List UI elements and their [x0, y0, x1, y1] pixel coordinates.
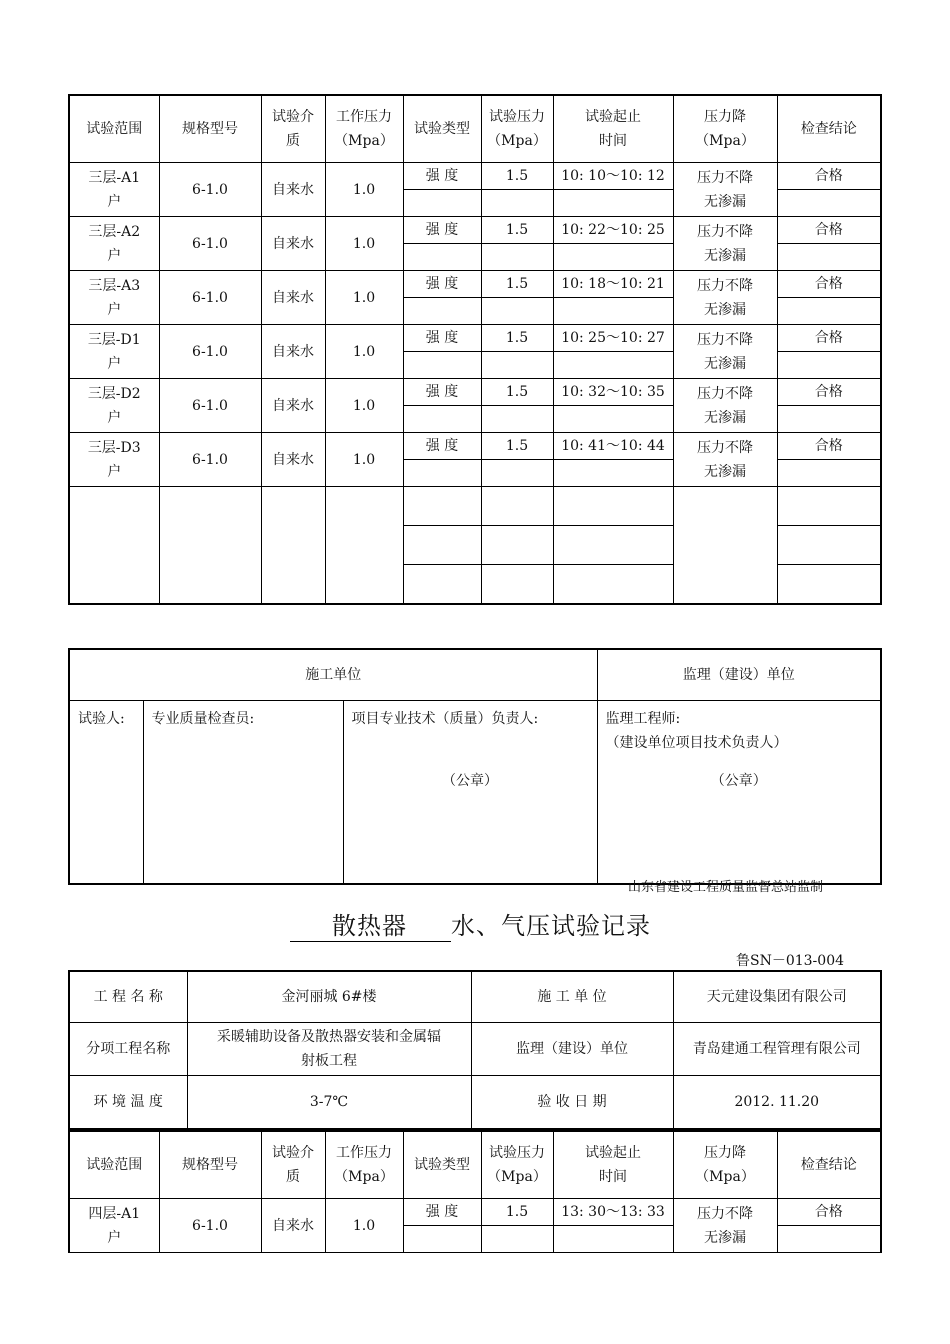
title-fill: 散热器 — [290, 906, 451, 942]
supervisor-value: 青岛建通工程管理有限公司 — [673, 1023, 881, 1076]
table-row — [69, 433, 881, 460]
header-conclusion: 检查结论 — [777, 95, 881, 163]
cell-conclusion: 合格 — [777, 217, 881, 244]
cell-conclusion: 合格 — [777, 433, 881, 460]
pressure-test-table — [68, 94, 882, 605]
cell-work-pressure: 1.0 — [325, 1199, 403, 1253]
cell-time: 10: 25～10: 27 — [553, 325, 673, 352]
header-medium: 试验介 质 — [261, 1131, 325, 1199]
cell-test-type: 强 度 — [403, 163, 481, 190]
cell-range: 三层-A1 户 — [69, 163, 159, 217]
header-pressure-drop: 压力降 （Mpa） — [673, 95, 777, 163]
cell-test-pressure: 1.5 — [481, 163, 553, 190]
cell-test-pressure: 1.5 — [481, 1199, 553, 1226]
title-rest: 水、气压试验记录 — [451, 912, 651, 940]
cell-test-type: 强 度 — [403, 379, 481, 406]
cell-test-pressure: 1.5 — [481, 217, 553, 244]
header-range: 试验范围 — [69, 1131, 159, 1199]
cell-test-type: 强 度 — [403, 271, 481, 298]
project-name-value: 金河丽城 6#楼 — [187, 971, 471, 1023]
cell-test-type: 强 度 — [403, 1199, 481, 1226]
cell-spec: 6-1.0 — [159, 1199, 261, 1253]
cell-work-pressure: 1.0 — [325, 271, 403, 325]
cell-medium: 自来水 — [261, 325, 325, 379]
cell-medium: 自来水 — [261, 217, 325, 271]
cell-conclusion: 合格 — [777, 379, 881, 406]
cell-medium: 自来水 — [261, 433, 325, 487]
header-spec: 规格型号 — [159, 95, 261, 163]
cell-work-pressure: 1.0 — [325, 325, 403, 379]
cell-pressure-drop: 压力不降 无渗漏 — [673, 379, 777, 433]
cell-spec: 6-1.0 — [159, 433, 261, 487]
cell-pressure-drop: 压力不降 无渗漏 — [673, 1199, 777, 1253]
subproject-label: 分项工程名称 — [69, 1023, 187, 1076]
cell-time: 10: 41～10: 44 — [553, 433, 673, 460]
builder-value: 天元建设集团有限公司 — [673, 971, 881, 1023]
header-spec: 规格型号 — [159, 1131, 261, 1199]
cell-test-pressure: 1.5 — [481, 379, 553, 406]
temperature-value: 3-7℃ — [187, 1076, 471, 1130]
table-row — [69, 379, 881, 406]
cell-test-pressure: 1.5 — [481, 271, 553, 298]
cell-spec: 6-1.0 — [159, 163, 261, 217]
cell-range: 三层-D1 户 — [69, 325, 159, 379]
cell-medium: 自来水 — [261, 271, 325, 325]
supervisor-label: 监理（建设）单位 — [471, 1023, 673, 1076]
supervising-engineer-field: 监理工程师: （建设单位项目技术负责人） （公章） — [597, 701, 881, 885]
form-code: 鲁SN－013-004 — [736, 953, 845, 969]
cell-medium: 自来水 — [261, 379, 325, 433]
table-row — [69, 163, 881, 190]
empty-row — [69, 487, 881, 526]
issuer-footer: 山东省建设工程质量监督总站监制 — [628, 880, 824, 895]
cell-conclusion: 合格 — [777, 325, 881, 352]
table-row — [69, 271, 881, 298]
table-row — [69, 1199, 881, 1226]
cell-test-pressure: 1.5 — [481, 325, 553, 352]
cell-test-type: 强 度 — [403, 433, 481, 460]
cell-conclusion: 合格 — [777, 163, 881, 190]
cell-time: 10: 22～10: 25 — [553, 217, 673, 244]
cell-conclusion: 合格 — [777, 1199, 881, 1226]
temperature-label: 环 境 温 度 — [69, 1076, 187, 1130]
cell-range: 四层-A1 户 — [69, 1199, 159, 1253]
cell-spec: 6-1.0 — [159, 271, 261, 325]
header-test-type: 试验类型 — [403, 95, 481, 163]
table-header-row — [69, 1131, 881, 1199]
cell-pressure-drop: 压力不降 无渗漏 — [673, 163, 777, 217]
cell-test-type: 强 度 — [403, 325, 481, 352]
supervision-unit-label: 监理（建设）单位 — [597, 649, 881, 701]
header-medium: 试验介 质 — [261, 95, 325, 163]
cell-range: 三层-A2 户 — [69, 217, 159, 271]
project-info-table — [68, 970, 882, 1130]
cell-time: 10: 18～10: 21 — [553, 271, 673, 298]
date-label: 验 收 日 期 — [471, 1076, 673, 1130]
header-test-pressure: 试验压力 （Mpa） — [481, 1131, 553, 1199]
header-time: 试验起止 时间 — [553, 95, 673, 163]
table-row — [69, 325, 881, 352]
header-work-pressure: 工作压力 （Mpa） — [325, 95, 403, 163]
cell-pressure-drop: 压力不降 无渗漏 — [673, 217, 777, 271]
date-value: 2012. 11.20 — [673, 1076, 881, 1130]
project-name-label: 工 程 名 称 — [69, 971, 187, 1023]
header-work-pressure: 工作压力 （Mpa） — [325, 1131, 403, 1199]
header-time: 试验起止 时间 — [553, 1131, 673, 1199]
page-title — [290, 906, 651, 942]
header-range: 试验范围 — [69, 95, 159, 163]
cell-pressure-drop: 压力不降 无渗漏 — [673, 325, 777, 379]
cell-spec: 6-1.0 — [159, 379, 261, 433]
cell-spec: 6-1.0 — [159, 217, 261, 271]
cell-test-pressure: 1.5 — [481, 433, 553, 460]
quality-inspector-field: 专业质量检查员: — [143, 701, 343, 885]
header-test-pressure: 试验压力 （Mpa） — [481, 95, 553, 163]
header-test-type: 试验类型 — [403, 1131, 481, 1199]
tester-field: 试验人: — [69, 701, 143, 885]
cell-test-type: 强 度 — [403, 217, 481, 244]
cell-work-pressure: 1.0 — [325, 433, 403, 487]
cell-range: 三层-D2 户 — [69, 379, 159, 433]
cell-pressure-drop: 压力不降 无渗漏 — [673, 433, 777, 487]
cell-medium: 自来水 — [261, 163, 325, 217]
seal-right-label: （公章） — [710, 773, 767, 789]
header-pressure-drop: 压力降 （Mpa） — [673, 1131, 777, 1199]
header-conclusion: 检查结论 — [777, 1131, 881, 1199]
cell-time: 13: 30～13: 33 — [553, 1199, 673, 1226]
cell-conclusion: 合格 — [777, 271, 881, 298]
construction-unit-label: 施工单位 — [69, 649, 597, 701]
table-row — [69, 217, 881, 244]
cell-work-pressure: 1.0 — [325, 217, 403, 271]
cell-range: 三层-A3 户 — [69, 271, 159, 325]
signoff-table — [68, 648, 882, 885]
cell-medium: 自来水 — [261, 1199, 325, 1253]
cell-range: 三层-D3 户 — [69, 433, 159, 487]
seal-left-label: （公章） — [442, 773, 499, 789]
cell-spec: 6-1.0 — [159, 325, 261, 379]
pressure-test-table-2 — [68, 1130, 882, 1253]
project-tech-lead-field: 项目专业技术（质量）负责人: （公章） — [343, 701, 597, 885]
cell-pressure-drop: 压力不降 无渗漏 — [673, 271, 777, 325]
builder-label: 施 工 单 位 — [471, 971, 673, 1023]
table-header-row — [69, 95, 881, 163]
cell-work-pressure: 1.0 — [325, 379, 403, 433]
subproject-value: 采暖辅助设备及散热器安装和金属辐 射板工程 — [187, 1023, 471, 1076]
cell-time: 10: 32～10: 35 — [553, 379, 673, 406]
cell-time: 10: 10～10: 12 — [553, 163, 673, 190]
cell-work-pressure: 1.0 — [325, 163, 403, 217]
